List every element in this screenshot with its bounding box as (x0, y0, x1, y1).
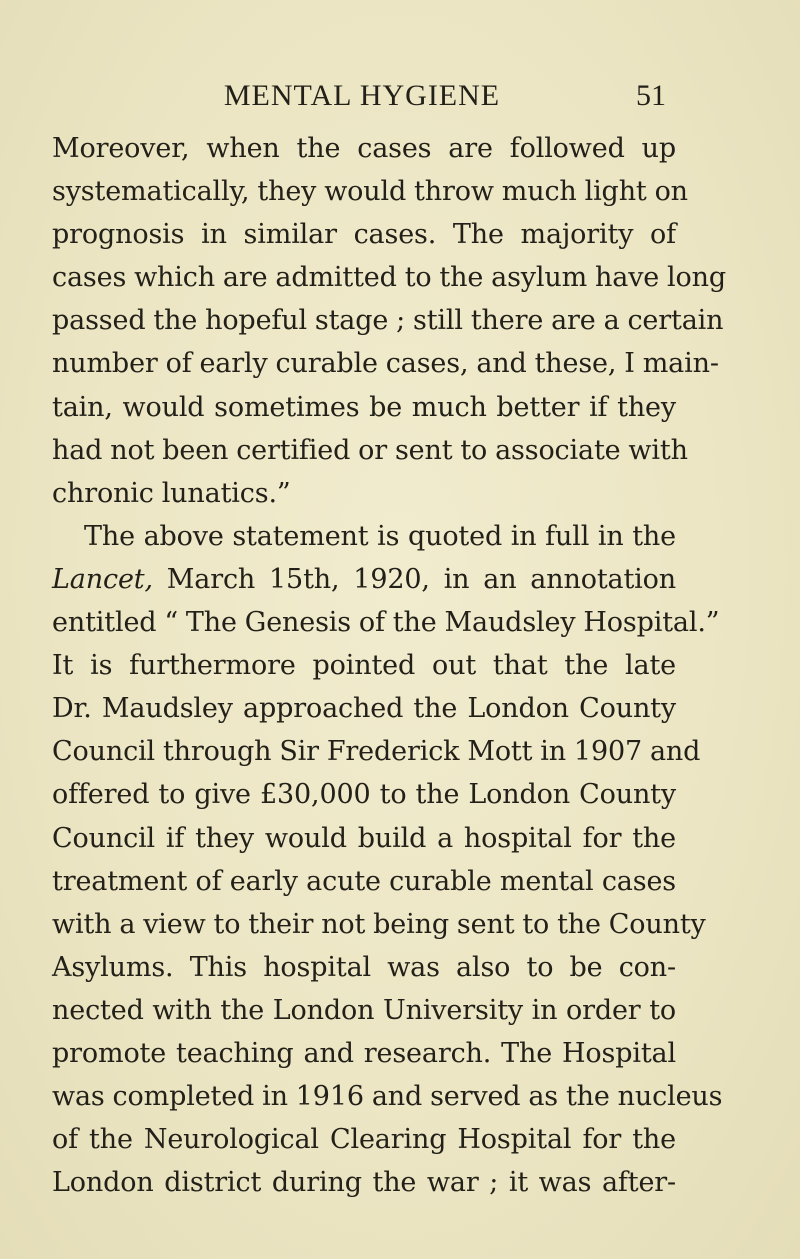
text-line: entitled “ The Genesis of the Maudsley Hospital.” (52, 607, 720, 639)
italic-title-lancet: Lancet, (52, 563, 153, 595)
text-line: promote teaching and research. The Hospital (52, 1037, 676, 1069)
text-line: of the Neurological Clearing Hospital for the (52, 1124, 676, 1156)
text-line: number of early curable cases, and these, I main- (52, 348, 719, 380)
page-number: 51 (636, 79, 666, 112)
running-head (52, 78, 672, 114)
text-line: chronic lunatics.” (52, 477, 291, 509)
text-line: was completed in 1916 and served as the nucleus (52, 1081, 723, 1113)
text-line: The above statement is quoted in full in the (84, 520, 676, 552)
text-line-rest: March 15th, 1920, in an annotation (166, 563, 677, 595)
text-line: Asylums. This hospital was also to be con- (52, 951, 676, 983)
running-title: MENTAL HYGIENE (223, 79, 501, 112)
text-line: London district during the war ; it was after- (52, 1167, 676, 1199)
text-line (52, 558, 676, 601)
body-text (52, 127, 727, 1204)
text-line: cases which are admitted to the asylum have long (52, 262, 727, 294)
text-line: offered to give £30,000 to the London County (52, 779, 676, 811)
text-line: tain, would sometimes be much better if they (52, 391, 676, 423)
text-line: had not been certified or sent to associate with (52, 434, 688, 466)
text-line: with a view to their not being sent to the County (52, 908, 706, 940)
text-line: Moreover, when the cases are followed up (52, 133, 676, 164)
text-line: nected with the London University in order to (52, 994, 676, 1026)
text-line: Council through Sir Frederick Mott in 1907 and (52, 736, 701, 768)
text-line: treatment of early acute curable mental cases (52, 865, 676, 897)
text-line: It is furthermore pointed out that the late (52, 650, 676, 682)
text-line: Dr. Maudsley approached the London County (52, 693, 676, 725)
text-line: passed the hopeful stage ; still there are a certain (52, 305, 724, 337)
text-line: prognosis in similar cases. The majority of (52, 219, 676, 251)
text-line: Council if they would build a hospital for the (52, 822, 676, 854)
text-line: systematically, they would throw much light on (52, 176, 688, 208)
